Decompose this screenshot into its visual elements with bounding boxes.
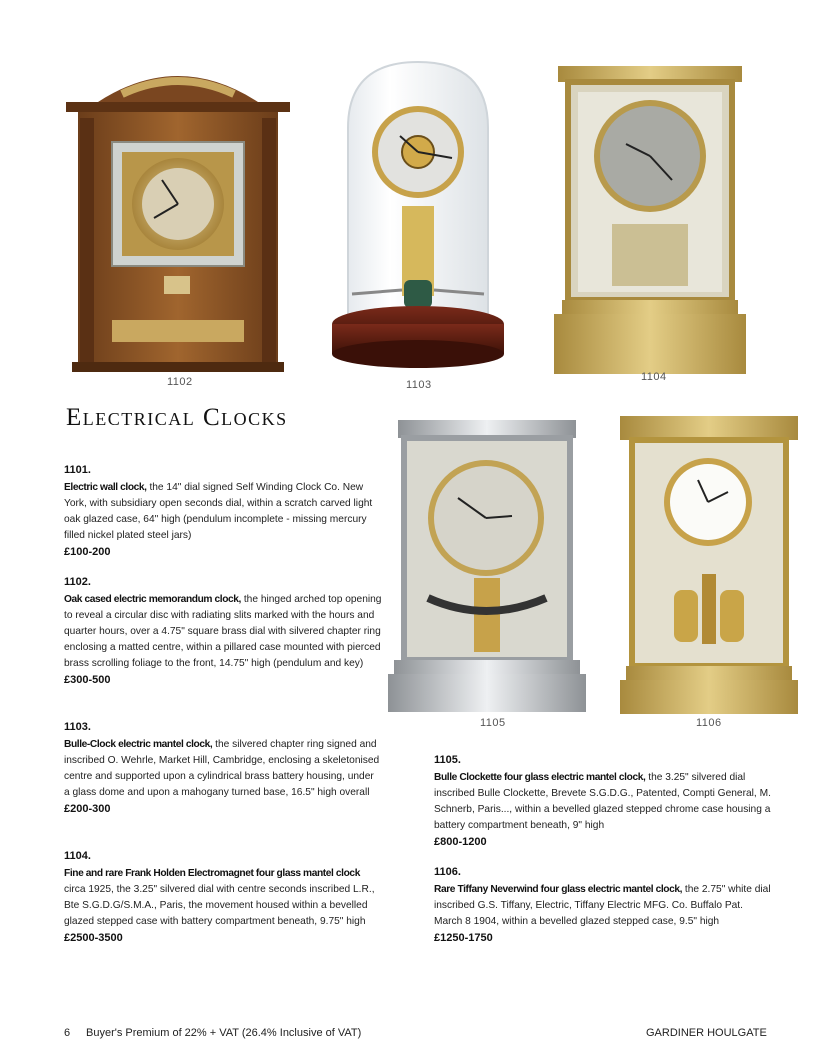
lot-title: Electric wall clock,	[64, 482, 147, 493]
buyers-premium-note: Buyer's Premium of 22% + VAT (26.4% Inclusive of VAT)	[86, 1027, 362, 1039]
photo-caption-1103: 1103	[406, 379, 432, 391]
lot-title: Rare Tiffany Neverwind four glass electric mantel clock,	[434, 884, 683, 895]
lot-estimate: £300-500	[64, 674, 111, 686]
lot-title: Bulle Clockette four glass electric mantel clock,	[434, 772, 646, 783]
photo-caption-1106: 1106	[696, 717, 722, 729]
clock-1106-photo	[618, 414, 800, 716]
lot-1104	[64, 848, 382, 946]
lot-number: 1106.	[434, 866, 461, 878]
clock-1102-photo	[62, 58, 294, 374]
lot-1102	[64, 574, 382, 688]
clock-1105-photo	[386, 418, 588, 714]
lot-number: 1105.	[434, 754, 461, 766]
photo-caption-1104: 1104	[641, 371, 667, 383]
lot-number: 1103.	[64, 721, 91, 733]
section-title: Electrical Clocks	[66, 404, 288, 431]
lot-description: the silvered chapter ring signed and inscribed O. Wehrle, Market Hill, Cambridge, enclosing a skeletonised centre and supported upon a cylindrical brass battery housing, under a glass dome and upon a mahogany turned base, 16.5" high overall	[64, 739, 380, 798]
lot-1101	[64, 462, 382, 560]
lot-1103	[64, 719, 382, 817]
lot-1106	[434, 864, 774, 946]
lot-estimate: £1250-1750	[434, 932, 493, 944]
lot-description: the 3.25" silvered dial inscribed Bulle Clockette, Brevete S.G.D.G., Patented, Compti General, M. Schnerb, Paris..., within a bevelled glazed stepped chrome case housing a battery compartment beneath, 9" high	[434, 772, 771, 831]
page-number: 6	[64, 1027, 71, 1039]
lot-estimate: £2500-3500	[64, 932, 123, 944]
photo-caption-1102: 1102	[167, 376, 193, 388]
lot-title: Fine and rare Frank Holden Electromagnet four glass mantel clock	[64, 868, 360, 879]
clock-1104-photo	[552, 64, 748, 376]
lot-estimate: £800-1200	[434, 836, 487, 848]
lot-title: Bulle-Clock electric mantel clock,	[64, 739, 213, 750]
clock-1103-photo	[330, 58, 506, 372]
lot-estimate: £100-200	[64, 546, 111, 558]
lot-number: 1102.	[64, 576, 91, 588]
lot-description: circa 1925, the 3.25" silvered dial with centre seconds inscribed L.R., Bte S.G.D.G/S.M.A., Paris, the movement housed within a bevelled glazed stepped case with battery compartment beneath, 9.75" high	[64, 884, 375, 927]
lot-description: the hinged arched top opening to reveal a circular disc with radiating slits marked with the hours and quarter hours, over a 4.75" square brass dial with silvered chapter ring enclosing a matted centre, within a pillared case mounted with pierced brass scrolling foliage to the front, 14.75" high (pendulum and key)	[64, 594, 382, 669]
lot-description: the 2.75" white dial inscribed G.S. Tiffany, Electric, Tiffany Electric MFG. Co. Buffalo Pat. March 8 1904, within a bevelled glazed stepped case, 9.5" high	[434, 884, 771, 927]
lot-number: 1104.	[64, 850, 91, 862]
lot-title: Oak cased electric memorandum clock,	[64, 594, 241, 605]
photo-caption-1105: 1105	[480, 717, 506, 729]
lot-description: the 14" dial signed Self Winding Clock Co. New York, with subsidiary open seconds dial, within a scratch carved light oak glazed case, 64" high (pendulum incomplete - missing mercury filled nickel plated steel jars)	[64, 482, 373, 541]
lot-number: 1101.	[64, 464, 91, 476]
lot-estimate: £200-300	[64, 803, 111, 815]
lot-1105	[434, 752, 774, 850]
brand-name: GARDINER HOULGATE	[646, 1027, 767, 1039]
